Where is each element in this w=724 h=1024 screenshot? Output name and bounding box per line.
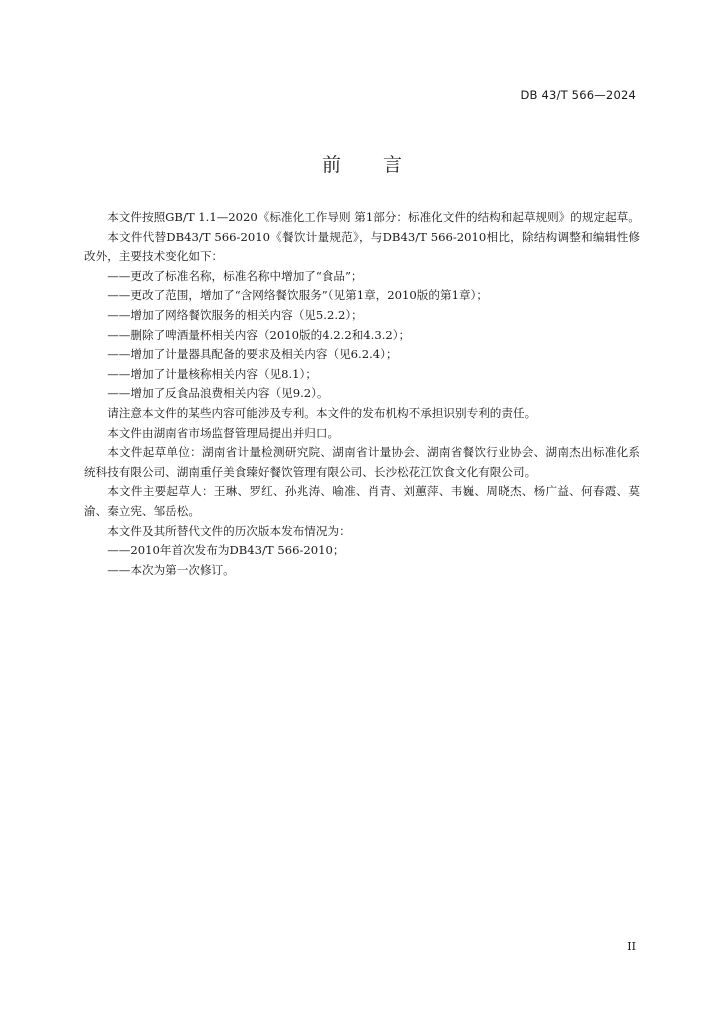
change-item: ——增加了网络餐饮服务的相关内容（见5.2.2）； [107,307,363,322]
paragraph-history-intro: 本文件及其所替代文件的历次版本发布情况为： [107,523,351,538]
paragraph-proposer: 本文件由湖南省市场监督管理局提出并归口。 [107,425,340,440]
foreword-body [84,208,640,580]
change-item: ——删除了啤酒量杯相关内容（2010版的4.2.2和4.3.2）； [107,327,411,342]
history-item: ——2010年首次发布为DB43/T 566-2010； [107,543,345,558]
page-title: 前言 [321,154,444,176]
change-item: ——增加了计量核称相关内容（见8.1）； [107,366,317,381]
paragraph-drafters: 本文件主要起草人：王琳、罗红、孙兆涛、喻准、肖青、刘蕙萍、韦巍、周晓杰、杨广益、何春霞、莫渝、秦立宪、邹岳松。 [84,484,640,518]
change-item: ——增加了反食品浪费相关内容（见9.2）。 [107,386,329,401]
change-item: ——增加了计量器具配备的要求及相关内容（见6.2.4）； [107,347,398,362]
change-item: ——更改了标准名称，标准名称中增加了“食品”； [107,268,363,283]
change-item: ——更改了范围，增加了“含网络餐饮服务”（见第1章，2010版的第1章）； [107,288,488,303]
paragraph-drafting-units: 本文件起草单位：湖南省计量检测研究院、湖南省计量协会、湖南省餐饮行业协会、湖南杰出标准化系统科技有限公司、湖南重仔美食臻好餐饮管理有限公司、长沙松花江饮食文化有限公司。 [84,445,640,479]
page-number: II [627,940,636,953]
paragraph-drafting-rules: 本文件按照GB/T 1.1—2020《标准化工作导则 第1部分：标准化文件的结构和起草规则》的规定起草。 [107,210,640,224]
paragraph-replacement: 本文件代替DB43/T 566-2010《餐饮计量规范》，与DB43/T 566-2010相比，除结构调整和编辑性修改外，主要技术变化如下： [84,229,640,264]
standard-number: DB 43/T 566—2024 [520,88,636,102]
paragraph-patent-notice: 请注意本文件的某些内容可能涉及专利。本文件的发布机构不承担识别专利的责任。 [107,405,537,420]
history-item: ——本次为第一次修订。 [107,562,235,577]
